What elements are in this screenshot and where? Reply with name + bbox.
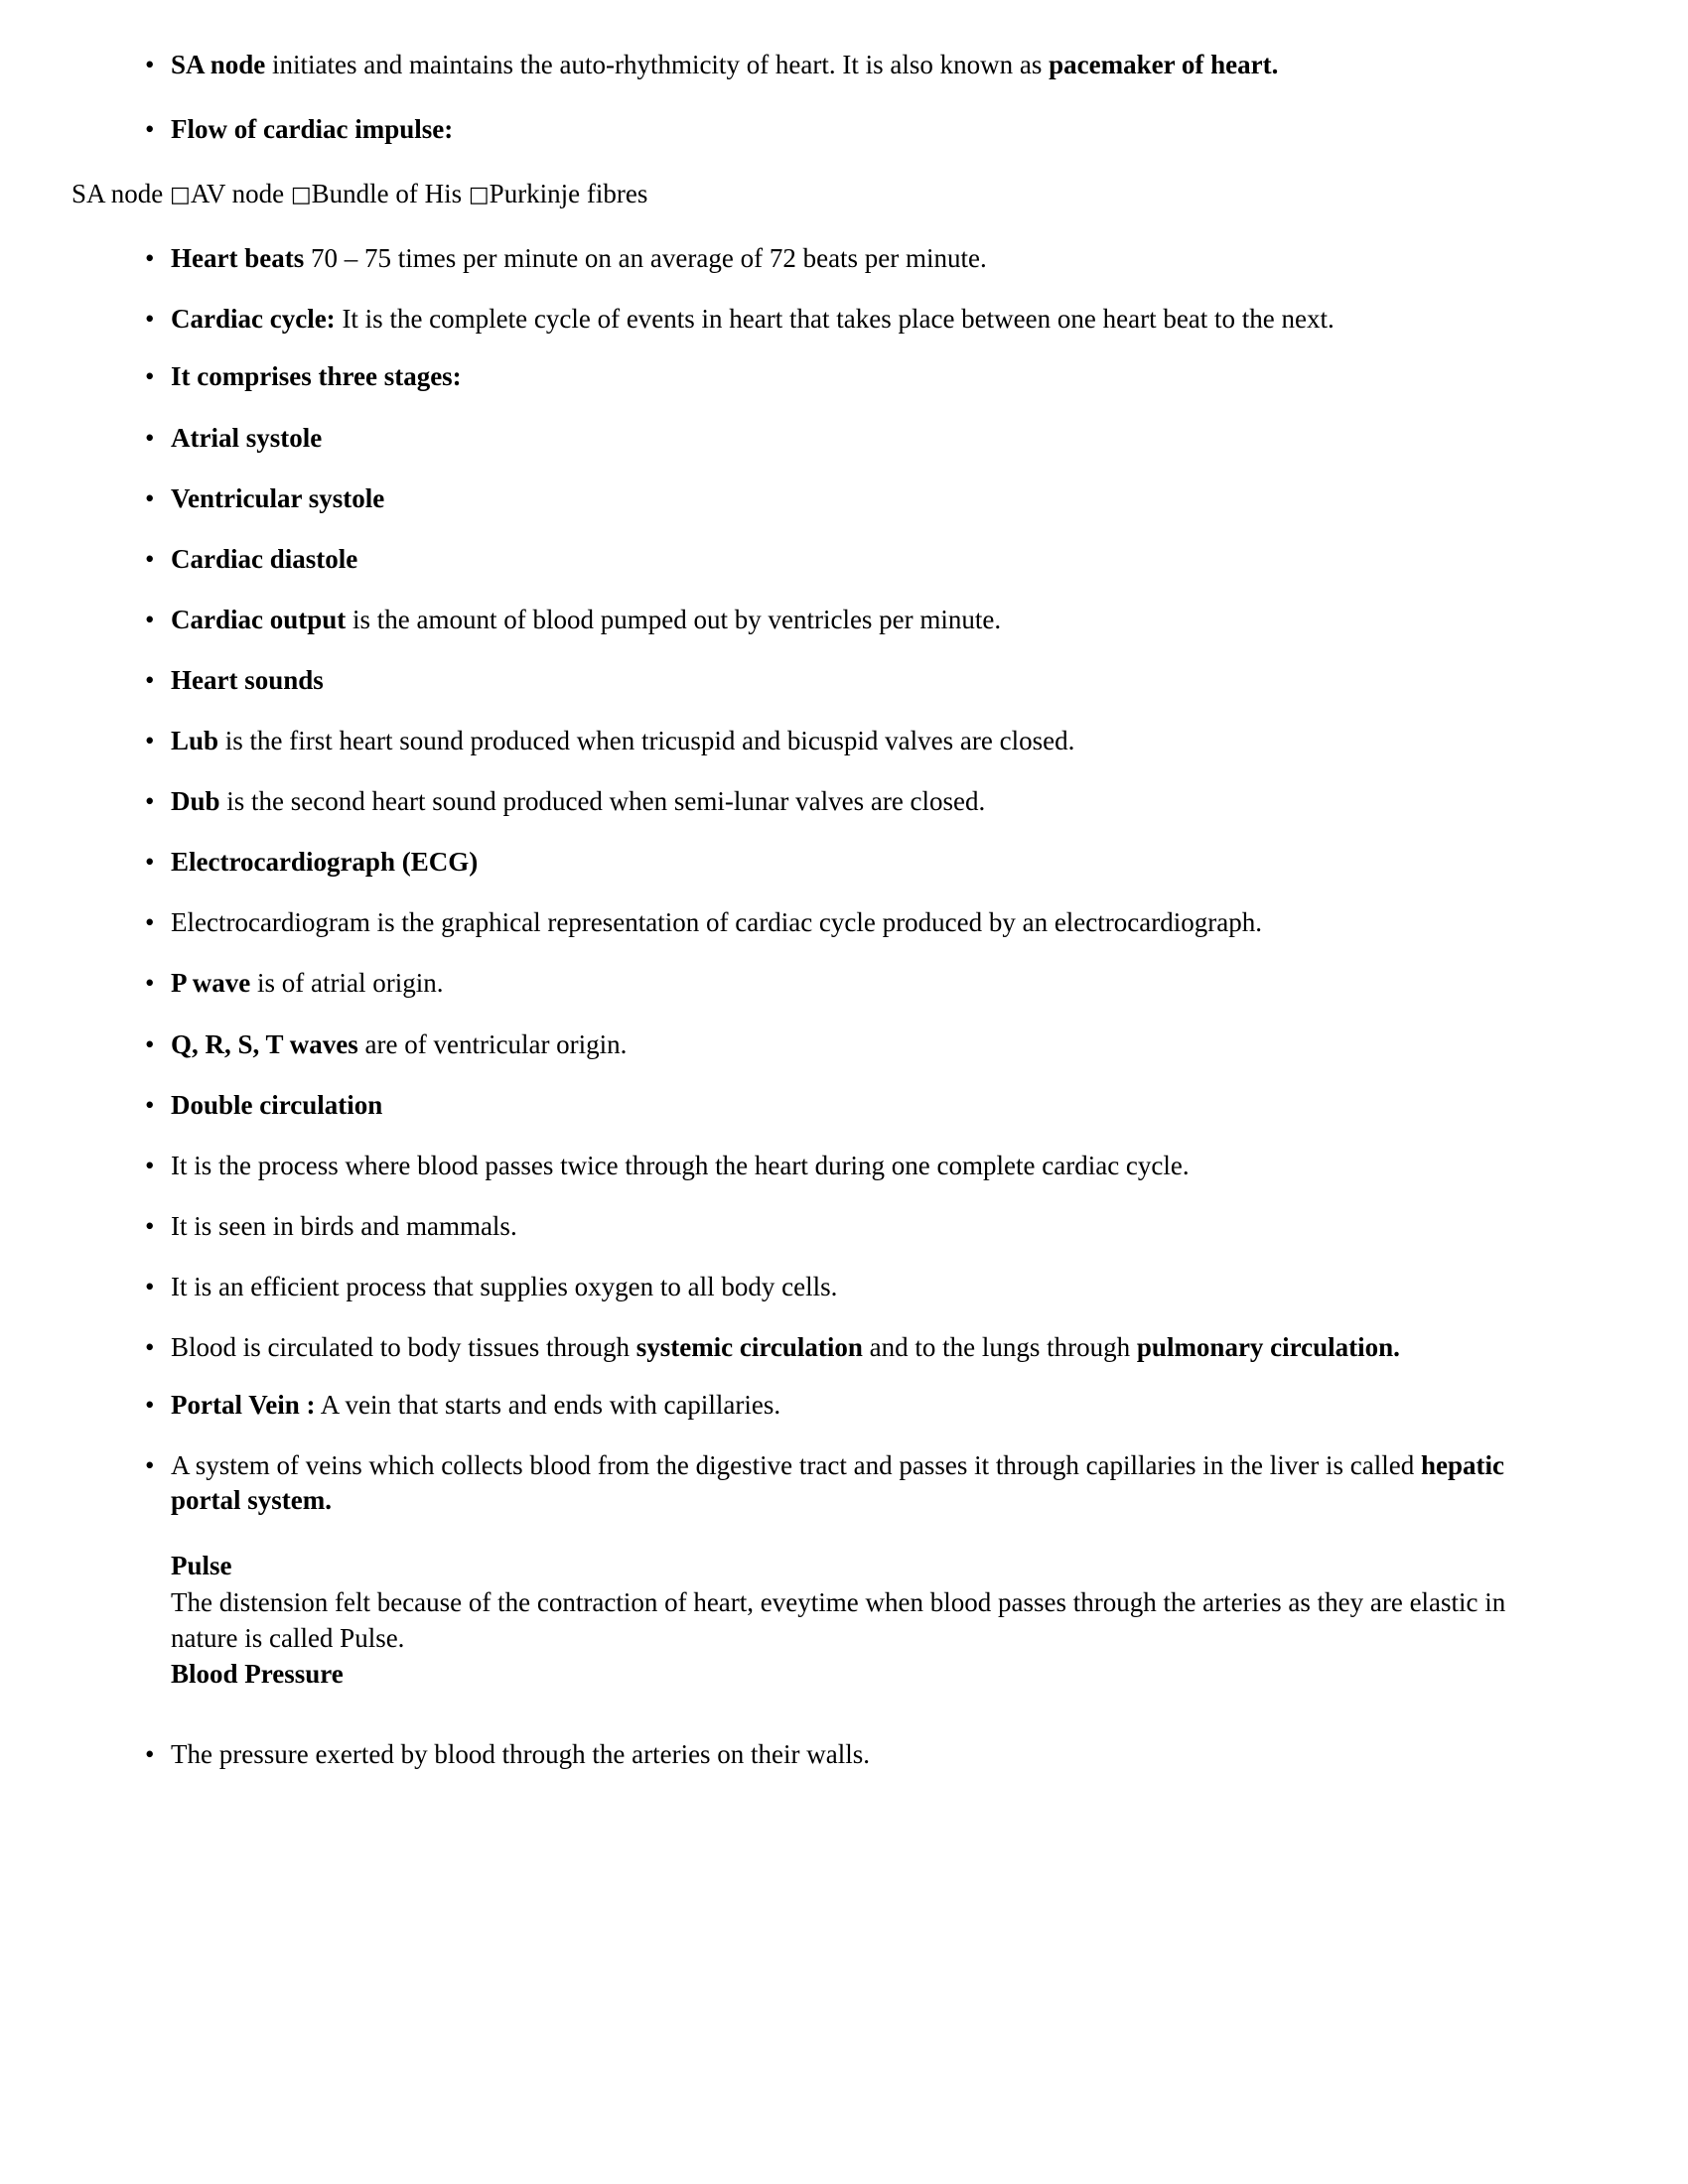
list-item: [0, 1448, 1688, 1518]
list-item: [0, 241, 1688, 276]
list-item-body: A vein that starts and ends with capillaries.: [315, 1390, 781, 1421]
blood-pressure-heading: Blood Pressure: [171, 1658, 344, 1689]
bullet-marker-icon: •: [145, 1331, 155, 1362]
bullet-marker-icon: •: [145, 50, 155, 79]
list-item: [0, 966, 1688, 1001]
notes-bullet-list-2: [0, 241, 1688, 1518]
missing-glyph-box-icon: □: [290, 183, 312, 208]
list-item-lead: Q, R, S, T waves: [171, 1028, 358, 1059]
bullet-marker-icon: •: [145, 847, 155, 878]
bullet-marker-icon: •: [145, 604, 155, 634]
flow-part-av-node: AV node: [190, 179, 291, 209]
missing-glyph-box-icon: □: [468, 183, 490, 208]
spacer: [0, 337, 1688, 359]
spacer: [0, 940, 1688, 966]
spacer: [0, 1365, 1688, 1388]
spacer: [0, 637, 1688, 663]
pulse-definition: The distension felt because of the contraction of heart, eveytime when blood passes through the arteries as they are elastic in nature is called Pulse.: [171, 1586, 1506, 1653]
list-item: [0, 1209, 1688, 1244]
flow-part-purkinje-fibres: Purkinje fibres: [489, 179, 648, 209]
list-item-lead: Double circulation: [171, 1089, 383, 1120]
list-item-body: 70 – 75 times per minute on an average of 72 beats per minute.: [304, 243, 987, 274]
bullet-marker-icon: •: [145, 1450, 155, 1481]
list-item: [0, 542, 1688, 577]
bullet-marker-icon: •: [145, 361, 155, 392]
list-item-lead: Flow of cardiac impulse:: [171, 114, 454, 145]
list-item-emphasis-pulmonary: pulmonary circulation.: [1136, 1331, 1400, 1362]
bullet-marker-icon: •: [145, 304, 155, 335]
list-item-body: A system of veins which collects blood from the digestive tract and passes it through capillaries in the liver is called: [171, 1450, 1421, 1481]
bullet-marker-icon: •: [145, 1390, 155, 1421]
pulse-blood-pressure-block: [0, 1548, 1688, 1692]
pulse-heading: Pulse: [171, 1551, 232, 1581]
spacer: [0, 516, 1688, 542]
spacer: [0, 1123, 1688, 1149]
bullet-marker-icon: •: [145, 968, 155, 999]
list-item-lead: Atrial systole: [171, 422, 323, 453]
spacer: [0, 1721, 1688, 1737]
list-item: [0, 1388, 1688, 1423]
bullet-marker-icon: •: [145, 482, 155, 513]
notes-bullet-list: [0, 48, 1688, 147]
bullet-marker-icon: •: [145, 907, 155, 938]
list-item: [0, 663, 1688, 698]
list-item-body: is the amount of blood pumped out by ventricles per minute.: [346, 604, 1002, 634]
list-item-body: Electrocardiogram is the graphical representation of cardiac cycle produced by an electrocardiograph.: [171, 907, 1262, 938]
list-item-body: initiates and maintains the auto-rhythmicity of heart. It is also known as: [265, 50, 1050, 79]
list-item: [0, 48, 1688, 82]
spacer: [0, 276, 1688, 302]
bullet-marker-icon: •: [145, 243, 155, 274]
spacer: [0, 1423, 1688, 1448]
list-item: [0, 481, 1688, 516]
list-item: [0, 845, 1688, 880]
missing-glyph-box-icon: □: [170, 183, 191, 208]
spacer: [0, 1304, 1688, 1330]
list-item: [0, 359, 1688, 394]
list-item-emphasis-systemic: systemic circulation: [635, 1331, 863, 1362]
list-item-lead: Heart beats: [171, 243, 305, 274]
spacer: [0, 82, 1688, 112]
list-item-body: is the second heart sound produced when semi-lunar valves are closed.: [219, 786, 986, 817]
list-item-body: is of atrial origin.: [250, 968, 444, 999]
spacer: [0, 880, 1688, 905]
spacer: [0, 758, 1688, 784]
notes-bullet-list-3: [0, 1737, 1688, 1772]
list-item: [0, 1270, 1688, 1304]
list-item-lead: It comprises three stages:: [171, 361, 462, 392]
spacer: [0, 577, 1688, 603]
list-item-body: It is the complete cycle of events in heart that takes place between one heart beat to the next.: [335, 304, 1335, 335]
list-item-body: It is the process where blood passes twice through the heart during one complete cardiac cycle.: [171, 1150, 1190, 1180]
spacer: [0, 1062, 1688, 1088]
list-item-lead: P wave: [171, 968, 251, 999]
bullet-marker-icon: •: [145, 726, 155, 756]
spacer: [0, 1002, 1688, 1027]
list-item-lead: Cardiac diastole: [171, 543, 358, 574]
list-item: [0, 302, 1688, 337]
list-item: [0, 603, 1688, 637]
flow-part-sa-node: SA node: [71, 179, 171, 209]
flow-part-bundle-of-his: Bundle of His: [311, 179, 469, 209]
list-item-body: It is an efficient process that supplies oxygen to all body cells.: [171, 1271, 838, 1301]
list-item-lead: Cardiac cycle:: [171, 304, 336, 335]
bullet-marker-icon: •: [145, 1210, 155, 1241]
spacer: [0, 1518, 1688, 1548]
list-item-tail-bold: pacemaker of heart.: [1049, 50, 1279, 79]
list-item-lead: Electrocardiograph (ECG): [171, 847, 479, 878]
bullet-marker-icon: •: [145, 114, 155, 145]
list-item: [0, 1330, 1688, 1365]
bullet-marker-icon: •: [145, 1150, 155, 1180]
list-item-lead: Cardiac output: [171, 604, 347, 634]
cardiac-impulse-flow-line: [0, 177, 1688, 211]
bullet-marker-icon: •: [145, 1028, 155, 1059]
list-item: [0, 1149, 1688, 1183]
list-item-emphasis-hepatic: hepatic portal system.: [171, 1450, 1504, 1516]
list-item-body: Blood is circulated to body tissues through: [171, 1331, 636, 1362]
spacer: [0, 211, 1688, 241]
list-item: [0, 784, 1688, 819]
spacer: [0, 395, 1688, 421]
list-item-lead: Dub: [171, 786, 220, 817]
list-item-lead: Heart sounds: [171, 664, 324, 695]
bullet-marker-icon: •: [145, 786, 155, 817]
list-item-lead: SA node: [171, 50, 266, 79]
list-item-lead: Lub: [171, 726, 219, 756]
bullet-marker-icon: •: [145, 1271, 155, 1301]
list-item-body-2: and to the lungs through: [862, 1331, 1137, 1362]
spacer: [0, 1183, 1688, 1209]
spacer: [0, 456, 1688, 481]
bullet-marker-icon: •: [145, 422, 155, 453]
list-item-body: It is seen in birds and mammals.: [171, 1210, 517, 1241]
bullet-marker-icon: •: [145, 1089, 155, 1120]
list-item-lead: Portal Vein :: [171, 1390, 316, 1421]
list-item: [0, 905, 1688, 940]
list-item-body: are of ventricular origin.: [357, 1028, 628, 1059]
list-item-body: is the first heart sound produced when tricuspid and bicuspid valves are closed.: [218, 726, 1075, 756]
list-item: [0, 1737, 1688, 1772]
spacer: [0, 1692, 1688, 1721]
list-item: [0, 1027, 1688, 1062]
list-item: [0, 724, 1688, 758]
spacer: [0, 819, 1688, 845]
list-item-body: The pressure exerted by blood through the arteries on their walls.: [171, 1739, 871, 1770]
bullet-marker-icon: •: [145, 1739, 155, 1770]
list-item: [0, 1088, 1688, 1123]
list-item: [0, 421, 1688, 456]
list-item-lead: Ventricular systole: [171, 482, 385, 513]
spacer: [0, 147, 1688, 177]
list-item: [0, 112, 1688, 147]
spacer: [0, 698, 1688, 724]
spacer: [0, 1244, 1688, 1270]
bullet-marker-icon: •: [145, 664, 155, 695]
bullet-marker-icon: •: [145, 543, 155, 574]
